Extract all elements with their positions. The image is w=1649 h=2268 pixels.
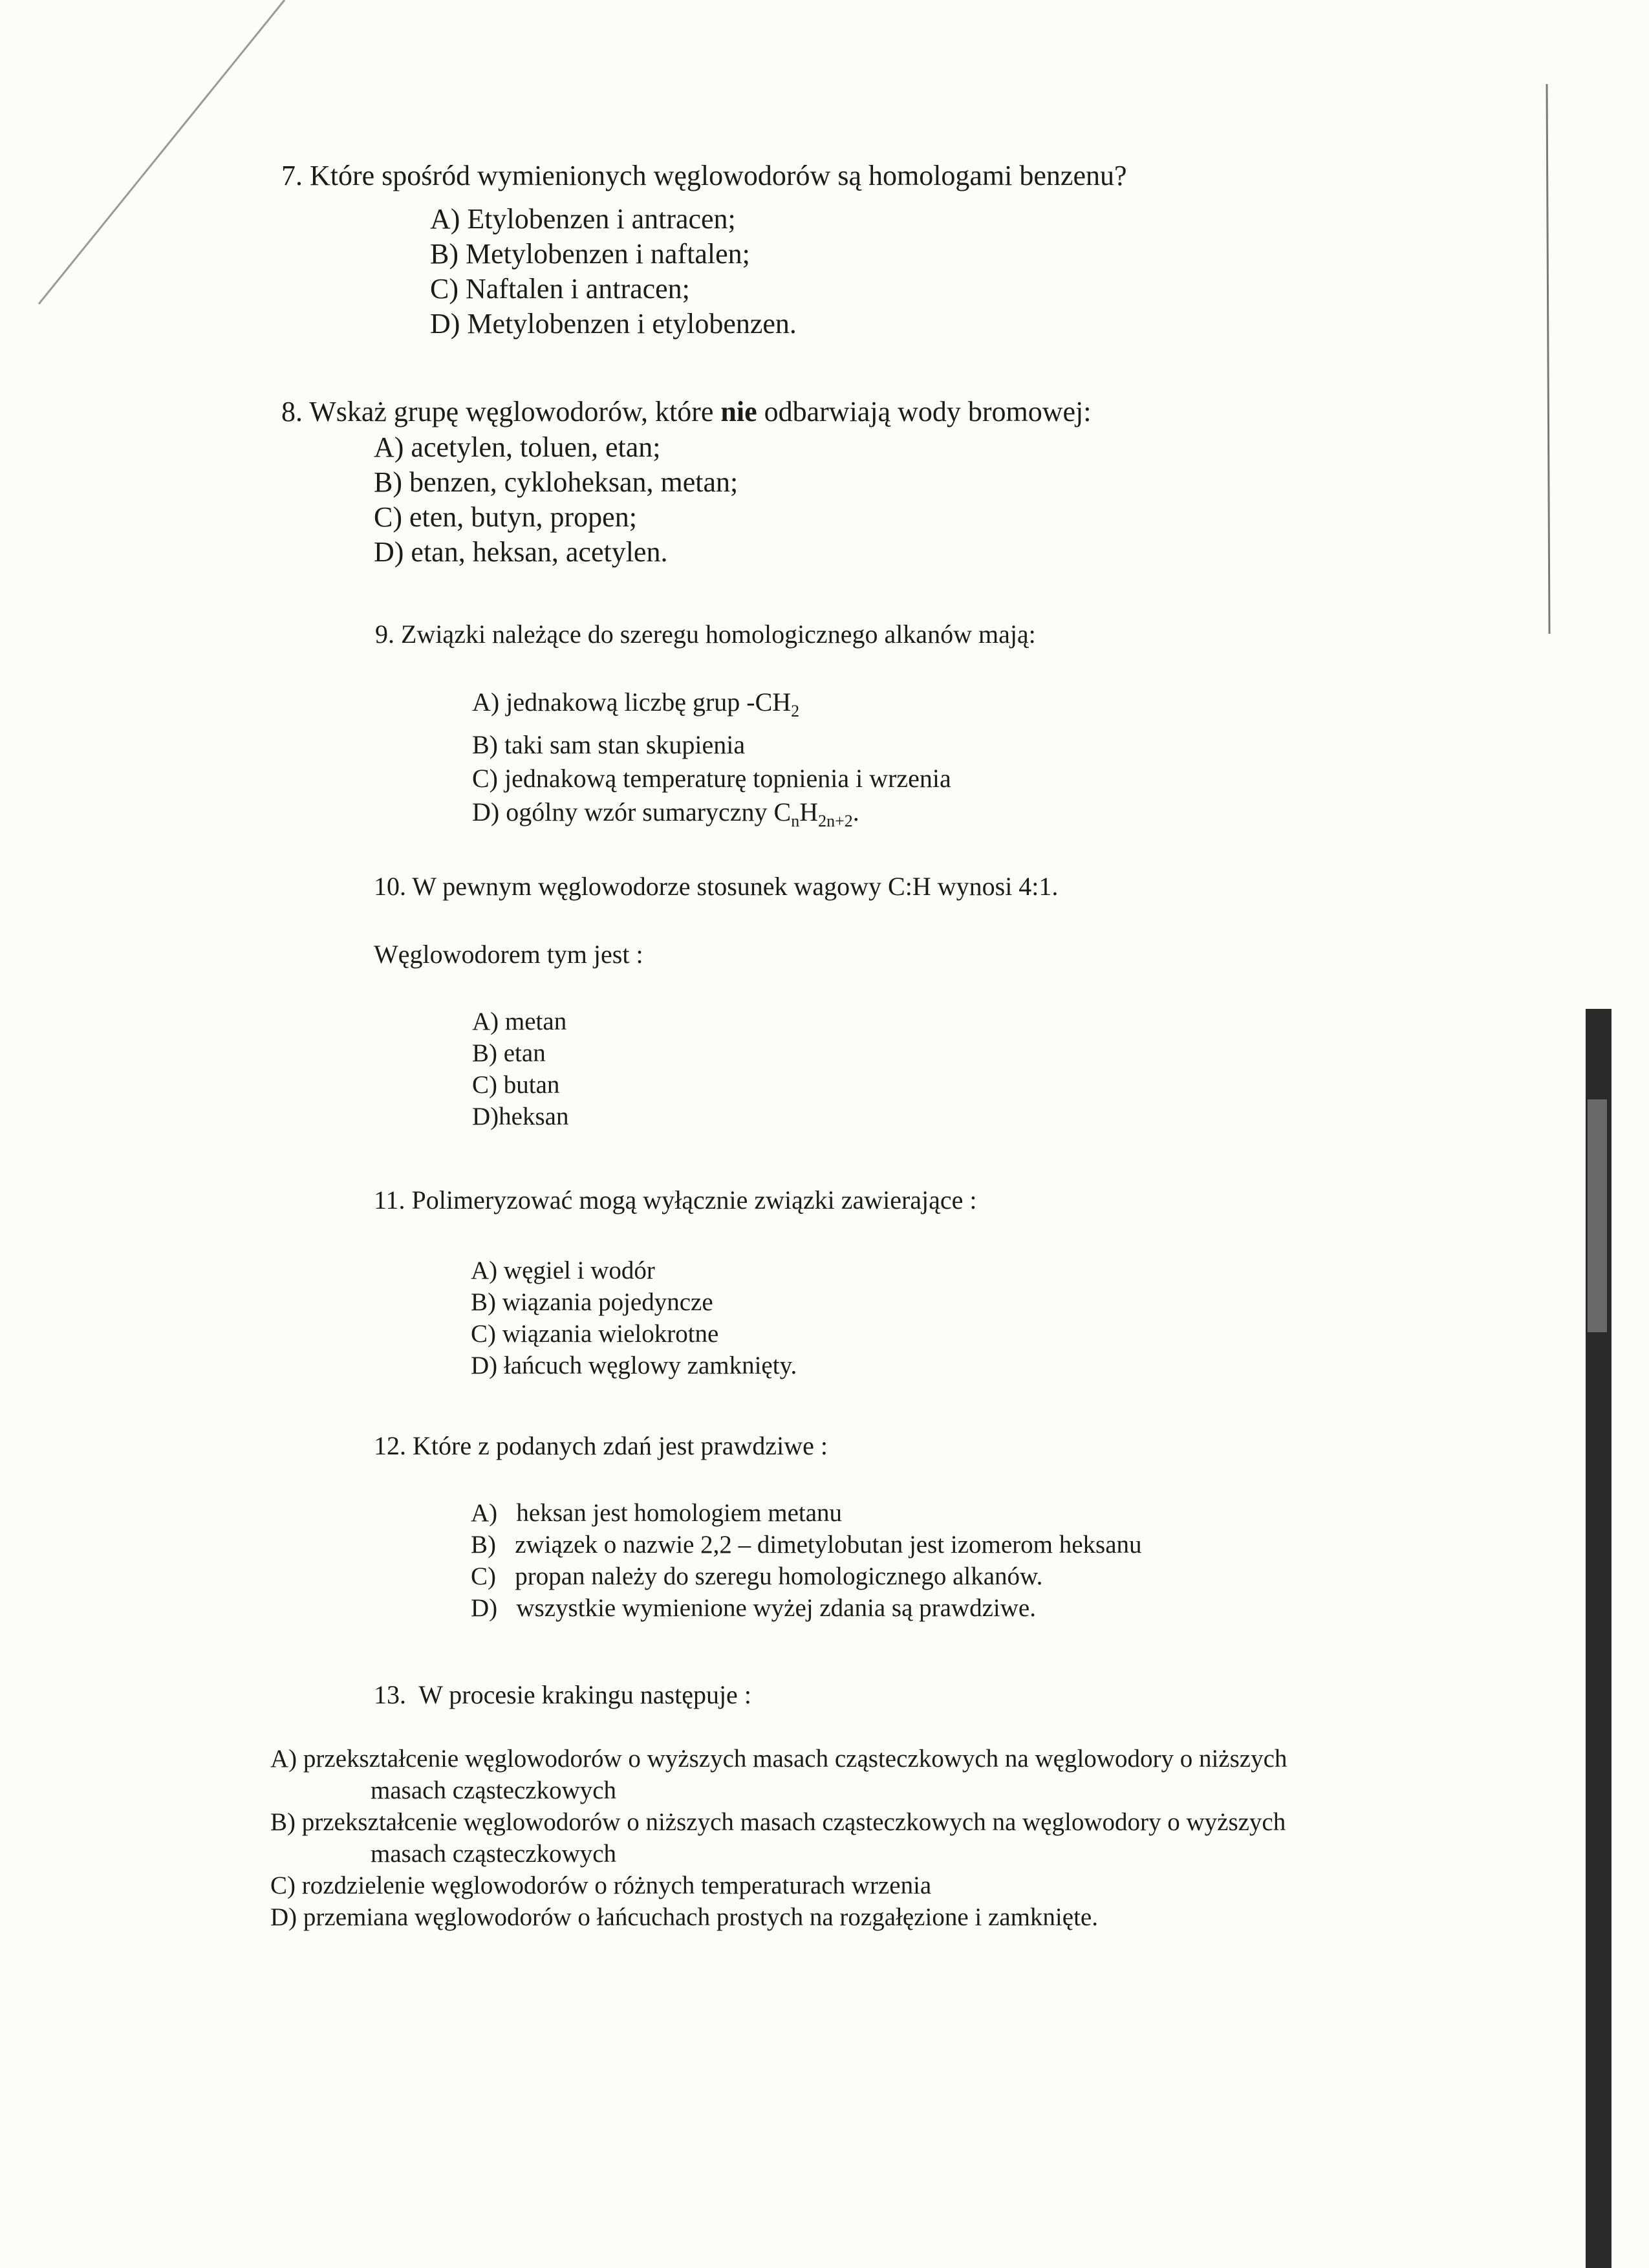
question-10-options <box>472 1006 568 1132</box>
option-c: C) butan <box>472 1071 560 1099</box>
question-7-options <box>430 202 797 341</box>
question-10-sub <box>374 938 643 971</box>
option-a: A) przekształcenie węglowodorów o wyższych masach cząsteczkowych na węglowodory o niższych <box>270 1745 1288 1773</box>
option-a-subscript: 2 <box>791 702 800 720</box>
option-c: C) Naftalen i antracen; <box>430 273 690 305</box>
option-a: A) acetylen, toluen, etan; <box>374 431 661 463</box>
option-b: B) związek o nazwie 2,2 – dimetylobutan jest izomerom heksanu <box>471 1531 1142 1559</box>
question-8-prompt-end: odbarwiają wody bromowej: <box>757 396 1092 427</box>
question-10-prompt: 10. W pewnym węglowodorze stosunek wagowy C:H wynosi 4:1. <box>374 872 1059 901</box>
question-11 <box>374 1183 977 1217</box>
option-d <box>472 795 951 838</box>
option-b: B) taki sam stan skupienia <box>472 730 746 759</box>
question-8 <box>281 394 1092 429</box>
option-d: D) Metylobenzen i etylobenzen. <box>430 308 797 340</box>
option-d: D)heksan <box>472 1103 569 1130</box>
option-b: B) wiązania pojedyncze <box>471 1288 713 1316</box>
option-d: D) łańcuch węglowy zamknięty. <box>471 1352 797 1379</box>
question-12 <box>374 1429 828 1463</box>
question-8-prompt-start: 8. Wskaż grupę węglowodorów, które <box>281 396 721 427</box>
option-d: D) etan, heksan, acetylen. <box>374 536 668 568</box>
option-c: C) rozdzielenie węglowodorów o różnych temperaturach wrzenia <box>270 1872 932 1899</box>
edge-line-upper <box>1547 84 1549 634</box>
option-d-hydrogen: H <box>799 797 819 826</box>
option-d-text: D) ogólny wzór sumaryczny C <box>472 797 792 826</box>
option-c: C) wiązania wielokrotne <box>471 1320 719 1348</box>
option-a: A) heksan jest homologiem metanu <box>471 1499 843 1527</box>
question-12-options <box>471 1497 1142 1624</box>
option-c: C) eten, butyn, propen; <box>374 501 637 533</box>
question-9-options <box>472 686 951 838</box>
option-a-continued: masach cząsteczkowych <box>371 1777 617 1804</box>
question-13 <box>374 1678 751 1712</box>
question-10-subprompt: Węglowodorem tym jest : <box>374 940 643 969</box>
question-9 <box>375 618 1036 651</box>
option-b: B) benzen, cykloheksan, metan; <box>374 466 738 498</box>
question-11-prompt: 11. Polimeryzować mogą wyłącznie związki zawierające : <box>374 1185 977 1215</box>
question-7-prompt: 7. Które spośród wymienionych węglowodorów są homologami benzenu? <box>281 160 1127 191</box>
option-b: B) Metylobenzen i naftalen; <box>430 238 750 270</box>
option-a <box>472 686 951 728</box>
option-c: C) jednakową temperaturę topnienia i wrzenia <box>472 764 951 793</box>
option-d: D) wszystkie wymienione wyżej zdania są prawdziwe. <box>471 1594 1036 1622</box>
fold-line <box>39 0 285 304</box>
question-8-options <box>374 430 738 570</box>
option-d: D) przemiana węglowodorów o łańcuchach prostych na rozgałęzione i zamknięte. <box>270 1903 1098 1931</box>
question-12-prompt: 12. Które z podanych zdań jest prawdziwe : <box>374 1431 828 1460</box>
question-13-options <box>270 1743 1287 1933</box>
question-9-prompt: 9. Związki należące do szeregu homologicznego alkanów mają: <box>375 620 1036 649</box>
question-11-options <box>471 1255 797 1381</box>
question-7 <box>281 158 1127 193</box>
question-8-prompt-bold: nie <box>720 396 757 427</box>
option-a: A) metan <box>472 1008 567 1035</box>
option-d-subscript-2n2: 2n+2 <box>818 812 853 830</box>
option-a: A) Etylobenzen i antracen; <box>430 203 736 235</box>
option-d-subscript-n: n <box>791 812 800 830</box>
edge-shadow-light <box>1588 1099 1607 1332</box>
option-b: B) etan <box>472 1039 546 1067</box>
option-b-continued: masach cząsteczkowych <box>371 1840 617 1868</box>
option-a-text: A) jednakową liczbę grup -CH <box>472 687 792 717</box>
question-8-prompt <box>281 394 1092 429</box>
option-d-end: . <box>852 797 859 826</box>
question-13-prompt: 13. W procesie krakingu następuje : <box>374 1680 751 1709</box>
option-b: B) przekształcenie węglowodorów o niższych masach cząsteczkowych na węglowodory o wyższych <box>270 1808 1286 1836</box>
option-c: C) propan należy do szeregu homologicznego alkanów. <box>471 1562 1043 1590</box>
question-10 <box>374 870 1058 903</box>
option-a: A) węgiel i wodór <box>471 1257 655 1284</box>
